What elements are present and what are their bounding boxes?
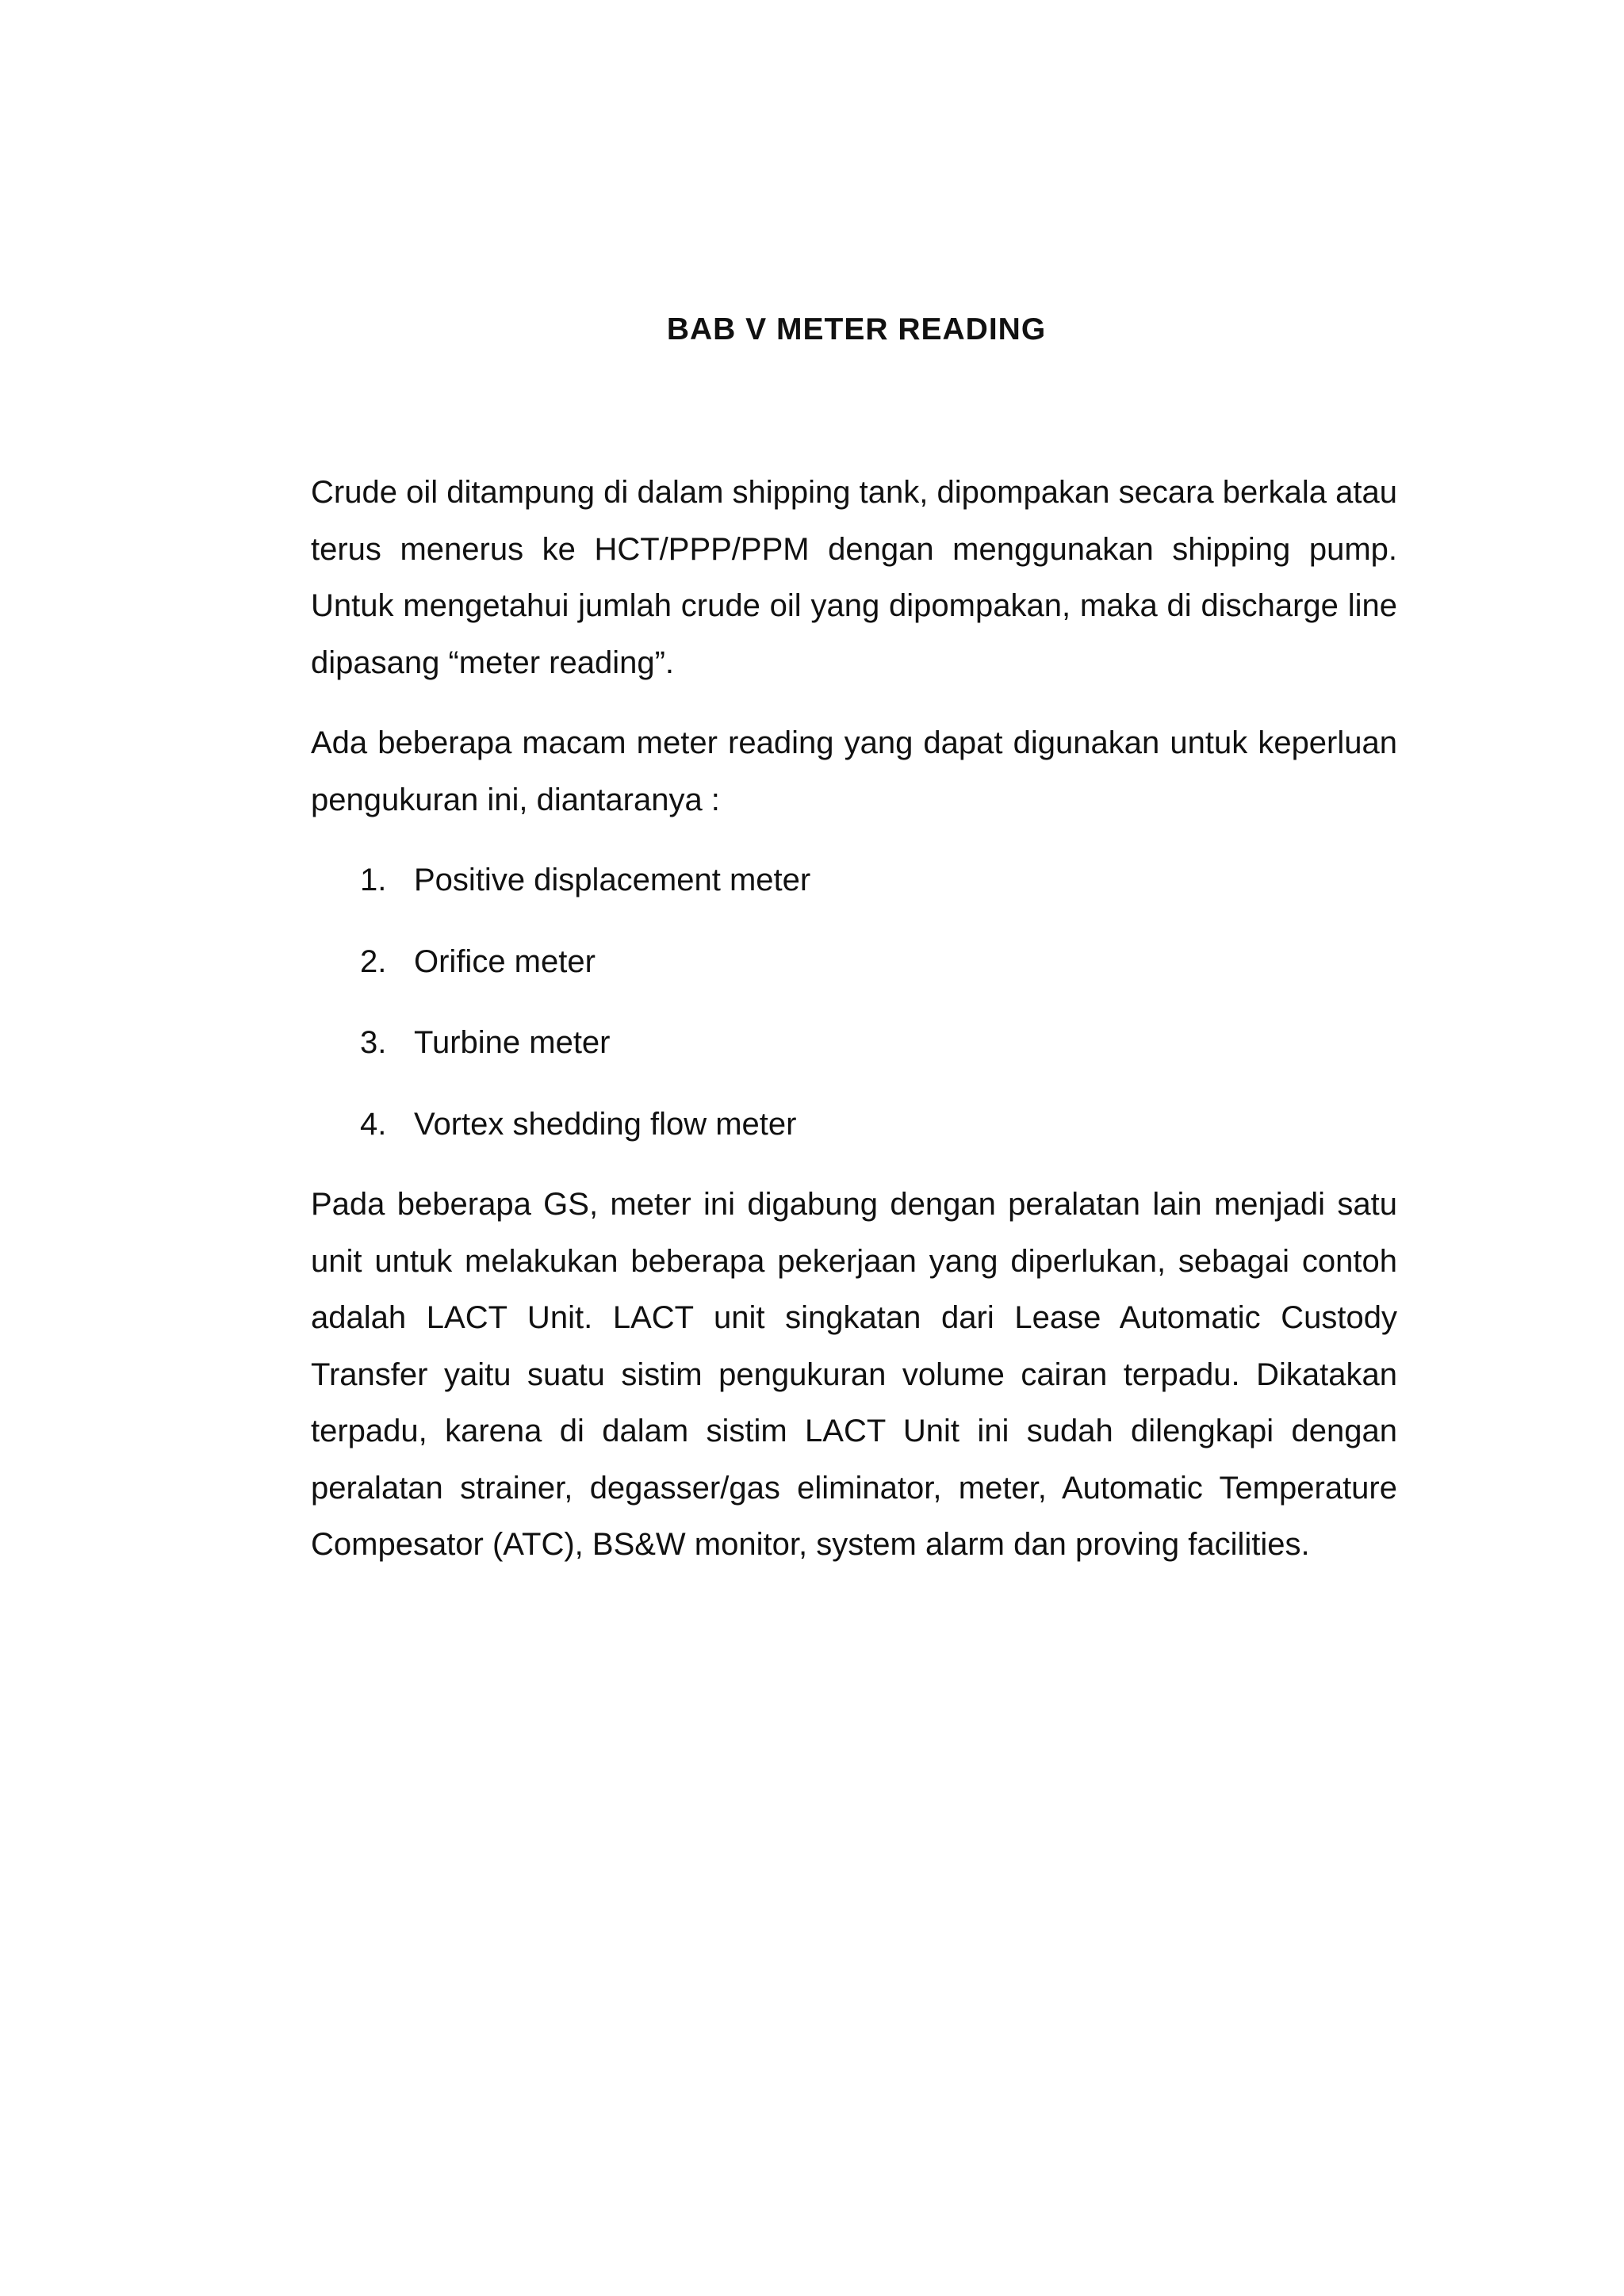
list-item-text: Orifice meter [414, 943, 596, 979]
paragraph-meter-types: Ada beberapa macam meter reading yang dapat digunakan untuk keperluan pengukuran ini, diantaranya : [311, 725, 1397, 817]
list-item-number: 3. [360, 1025, 387, 1060]
paragraph-intro: Crude oil ditampung di dalam shipping tank, dipompakan secara berkala atau terus menerus ke HCT/PPP/PPM dengan menggunakan shipping pump. Untuk mengetahui jumlah crude oil yang dipompakan, maka di discharge line dipasang “meter reading”. [311, 475, 1397, 680]
paragraph-lact-unit: Pada beberapa GS, meter ini digabung dengan peralatan lain menjadi satu unit untuk melakukan beberapa pekerjaan yang diperlukan, sebagai contoh adalah LACT Unit. LACT unit singkatan dari Lease Automatic Custody Transfer yaitu suatu sistim pengukuran volume cairan terpadu. Dikatakan terpadu, karena di dalam sistim LACT Unit ini sudah dilengkapi dengan peralatan strainer, degasser/gas eliminator, meter, Automatic Temperature Compesator (ATC), BS&W monitor, system alarm dan proving facilities. [311, 1187, 1397, 1562]
list-item [311, 934, 1397, 991]
list-item-number: 4. [360, 1106, 387, 1142]
list-item-number: 1. [360, 863, 387, 897]
meter-type-list [311, 852, 1397, 1153]
list-item [311, 1096, 1397, 1154]
list-item [311, 1015, 1397, 1072]
document-body [311, 465, 1397, 1574]
list-item [311, 852, 1397, 909]
chapter-title: BAB V METER READING [666, 312, 1047, 346]
list-item-text: Turbine meter [414, 1025, 611, 1060]
list-item-text: Vortex shedding flow meter [414, 1106, 797, 1142]
list-item-text: Positive displacement meter [414, 863, 811, 897]
list-item-number: 2. [360, 943, 387, 979]
